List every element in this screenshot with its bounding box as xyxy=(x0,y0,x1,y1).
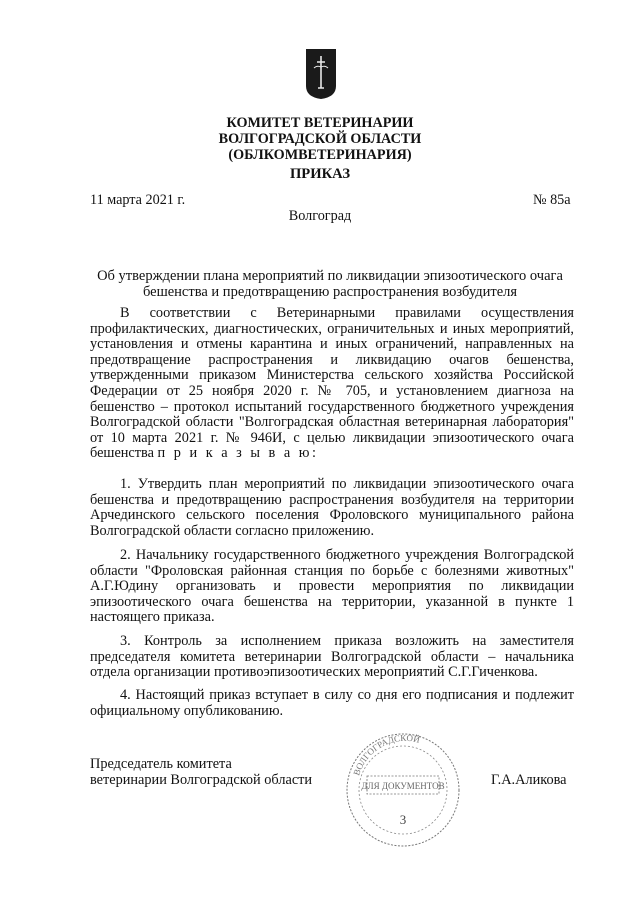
item-1: 1. Утвердить план мероприятий по ликвидации эпизоотического очага бешенства и предотвращению распространения возбудителя на территории Арчединского сельского поселения Фроловского муниципального района Волгоградской области согласно приложению. xyxy=(90,476,574,539)
official-stamp xyxy=(341,712,461,862)
document-city: Волгоград xyxy=(288,208,352,224)
item-2: 2. Начальнику государственного бюджетного учреждения Волгоградской области "Фроловская районная станция по борьбе с болезнями животных" А.Г.Юдину организовать и провести мероприятия по ликвидации эпизоотического очага бешенства на территории, указанной в пункте 1 настоящего приказа. xyxy=(90,547,574,626)
item-4: 4. Настоящий приказ вступает в силу со дня его подписания и подлежит официальному опубликованию. xyxy=(90,687,574,719)
signatory-name: Г.А.Аликова xyxy=(491,772,567,788)
intro-text: В соответствии с Ветеринарными правилами осуществления профилактических, диагностических, ограничительных и иных мероприятий, установления и отмены карантина и иных ограничений, направленных на предотвращение распространения и ликвидацию очагов бешенства, утвержденными приказом Министерства сельского хозяйства Российской Федерации от 25 ноября 2020 г. № 705, и установлением диагноза на бешенство – протокол испытаний государственного бюджетного учреждения Волгоградской области "Волгоградская областная ветеринарная лаборатория" от 10 марта 2021 г. № 946И, с целью ликвидации эпизоотического очага бешенства xyxy=(90,305,574,462)
item-3: 3. Контроль за исполнением приказа возложить на заместителя председателя комитета ветеринарии Волгоградской области – начальника отдела организации противоэпизоотических мероприятий С.Г.Гиченкова. xyxy=(90,633,574,681)
stamp-number: 3 xyxy=(399,812,407,827)
org-name-line1: КОМИТЕТ ВЕТЕРИНАРИИ xyxy=(226,115,414,131)
order-word: п р и к а з ы в а ю: xyxy=(157,445,319,462)
intro-paragraph xyxy=(90,306,574,462)
stamp-mid-text: ДЛЯ ДОКУМЕНТОВ xyxy=(361,781,445,791)
stamp-arc-text: ВОЛГОГРАДСКОЙ xyxy=(351,732,421,777)
document-type: ПРИКАЗ xyxy=(289,166,351,182)
signatory-position xyxy=(90,756,312,788)
org-name-line3: (ОБЛКОМВЕТЕРИНАРИЯ) xyxy=(228,147,412,163)
document-title xyxy=(80,268,580,300)
org-name-line2: ВОЛГОГРАДСКОЙ ОБЛАСТИ xyxy=(218,131,422,147)
document-number: № 85а xyxy=(533,192,571,208)
coat-of-arms-emblem xyxy=(305,48,337,100)
position-line-1: Председатель комитета xyxy=(90,756,232,772)
title-line-1: Об утверждении плана мероприятий по ликвидации эпизоотического очага xyxy=(97,268,563,284)
position-line-2: ветеринарии Волгоградской области xyxy=(90,772,313,788)
title-line-2: бешенства и предотвращению распространения возбудителя xyxy=(142,284,518,300)
document-date: 11 марта 2021 г. xyxy=(90,192,186,208)
